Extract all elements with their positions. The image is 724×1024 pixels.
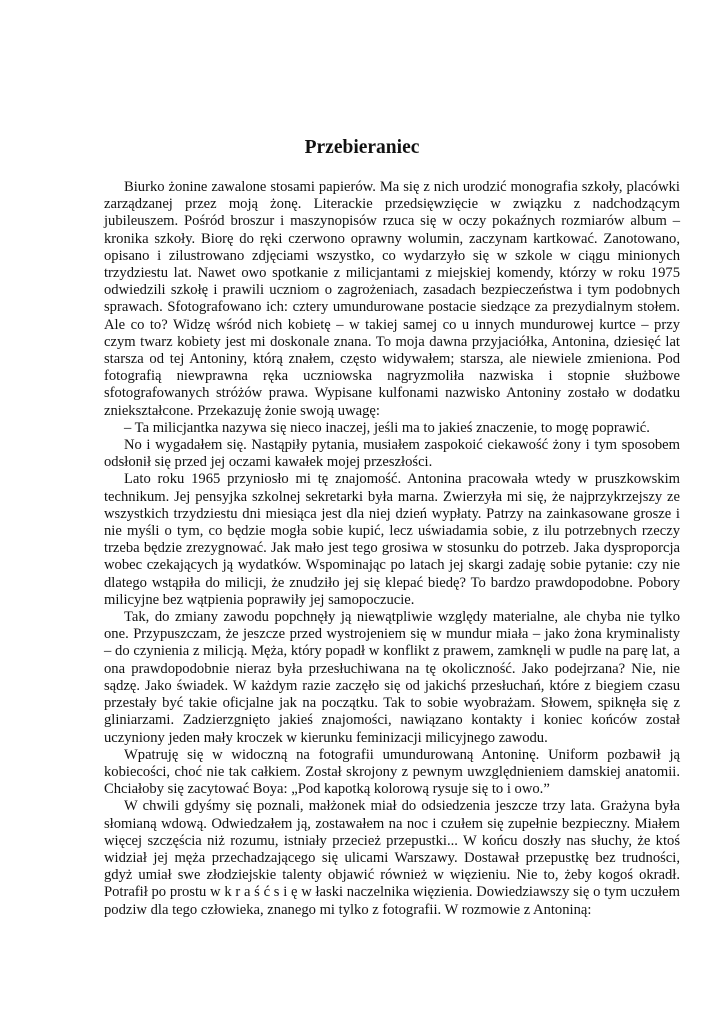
- paragraph: Wpatruję się w widoczną na fotografii umundurowaną Antoninę. Uniform pozbawił ją kobiecości, choć nie tak całkiem. Został skrojony z pewnym uwzględnieniem damskiej anatomii. Chciałoby się zacytować Boya: „Pod kapotką kolorową rysuje się to i owo.”: [104, 746, 680, 798]
- paragraph: – Ta milicjantka nazywa się nieco inaczej, jeśli ma to jakieś znaczenie, to mogę poprawić.: [124, 419, 650, 436]
- paragraph: Biurko żonine zawalone stosami papierów. Ma się z nich urodzić monografia szkoły, placówki zarządzanej przez moją żonę. Literackie przedsięwzięcie w związku z nadchodzącym jubileuszem. Pośród broszur i maszynopisów rzuca się w oczy pokaźnych rozmiarów album – kronika szkoły. Biorę do ręki czerwono oprawny wolumin, zaczynam kartkować. Zanotowano, opisano i zilustrowano zdjęciami wszystko, co wydarzyło się w szkole w ciągu minionych trzydziestu lat. Nawet owo spotkanie z milicjantami z miejskiej komendy, którzy w roku 1975 odwiedzili szkołę i prawili uczniom o zagrożeniach, zasadach bezpieczeństwa i tym podobnych sprawach. Sfotografowano ich: cztery umundurowane postacie siedzące za prezydialnym stołem. Ale co to? Widzę wśród nich kobietę – w takiej samej co u innych mundurowej kurtce – przy czym twarz kobiety jest mi doskonale znana. To moja dawna przyjaciółka, Antonina, dziesięć lat starsza od tej Antoniny, którą znałem, często widywałem; starsza, ale niewiele zmieniona. Pod fotografią niewprawna ręka uczniowska nagryzmoliła nazwiska i stopnie służbowe sfotografowanych stróżów prawa. Wypisane kulfonami nazwisko Antoniny zostało w dodatku zniekształcone. Przekazuję żonie swoją uwagę:: [104, 179, 680, 419]
- page-title: Przebieraniec: [304, 137, 420, 158]
- paragraph: W chwili gdyśmy się poznali, małżonek miał do odsiedzenia jeszcze trzy lata. Grażyna była słomianą wdową. Odwiedzałem ją, zostawałem na noc i czułem się zupełnie bezpieczny. Miałem więcej szczęścia niż rozumu, istniały przecież przepustki... W końcu doszły nas słuchy, że ktoś widział jej męża przechadzającego się ulicami Warszawy. Dostawał przepustkę bez trudności, gdyż umiał swe złodziejskie talenty objawić również w więzieniu. Nie to, żeby kogoś okradł. Potrafił po prostu w k r a ś ć s i ę w łaski naczelnika więzienia. Dowiedziawszy się o tym uczułem podziw dla tego człowieka, znanego mi tylko z fotografii. W rozmowie z Antoniną:: [104, 798, 680, 918]
- paragraph: Tak, do zmiany zawodu popchnęły ją niewątpliwie względy materialne, ale chyba nie tylko one. Przypuszczam, że jeszcze przed wystrojeniem się w mundur miała – jako żona kryminalisty – do czynienia z milicją. Męża, który popadł w konflikt z prawem, zamknęli w pudle na parę lat, a ona prawdopodobnie nieraz była przesłuchiwana na tę okoliczność. Jako podejrzana? Nie, nie sądzę. Jako świadek. W każdym razie zaczęło się od jakichś przesłuchań, które z biegiem czasu przestały być takie oficjalne jak na początku. Tak to sobie wyobrażam. Słowem, spiknęła się z gliniarzami. Zadzierzgnięto jakieś znajomości, nawiązano kontakty i koniec końców został uczyniony jeden mały kroczek w kierunku feminizacji milicyjnego zawodu.: [104, 609, 680, 746]
- paragraph: Lato roku 1965 przyniosło mi tę znajomość. Antonina pracowała wtedy w pruszkowskim technikum. Jej pensyjka szkolnej sekretarki była marna. Zwierzyła mi się, że najprzykrzejszy ze wszystkich trzydziestu dni miesiąca jest dla niej dzień wypłaty. Patrzy na zainkasowane grosze i nie myśli o tym, co będzie mogła sobie kupić, lecz uświadamia sobie, z ilu potrzebnych rzeczy trzeba będzie zrezygnować. Jak mało jest tego grosiwa w stosunku do potrzeb. Jaka dysproporcja wobec czekających ją wydatków. Wspominając po latach jej skargi zadaję sobie pytanie: czy nie dlatego wstąpiła do milicji, że znudziło jej się klepać biedę? To bardzo prawdopodobne. Pobory milicyjne bez wątpienia poprawiły jej samopoczucie.: [104, 471, 680, 608]
- document-body: [104, 179, 680, 919]
- paragraph: No i wygadałem się. Nastąpiły pytania, musiałem zaspokoić ciekawość żony i tym sposobem odsłonił się przed jej oczami kawałek mojej przeszłości.: [104, 437, 680, 471]
